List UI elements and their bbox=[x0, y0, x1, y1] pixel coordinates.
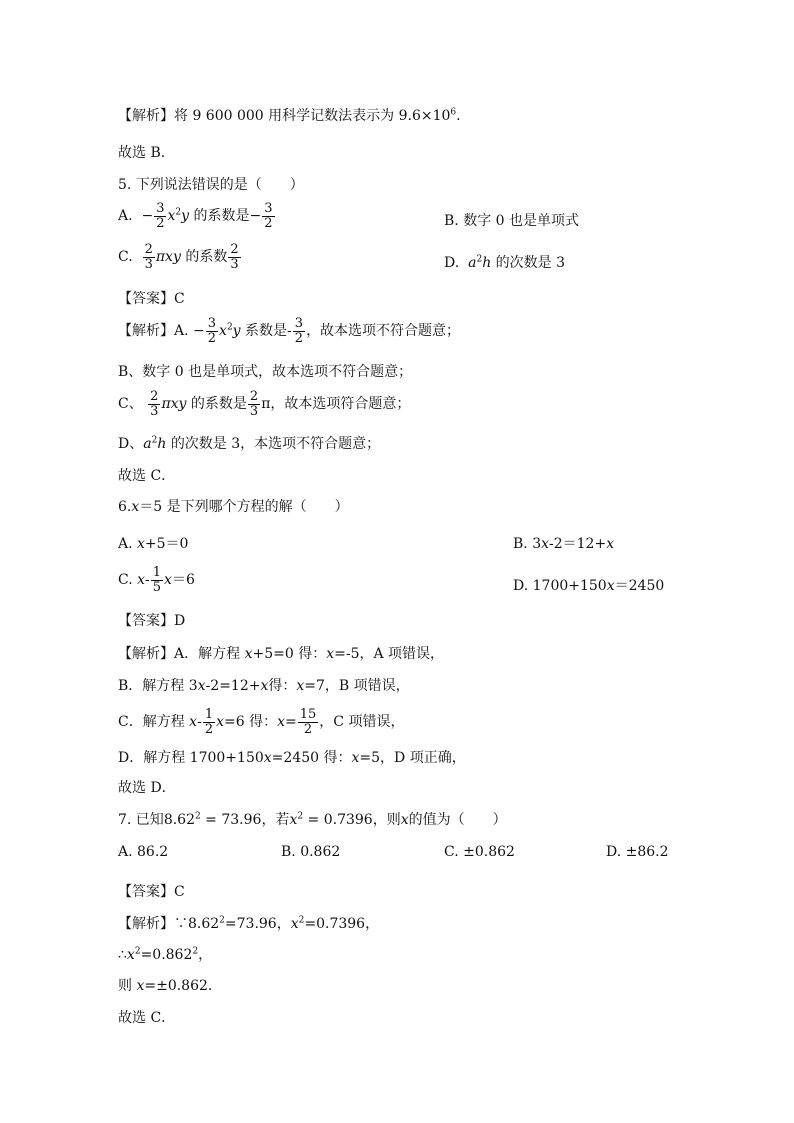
q7-stem: 7. 已知$8.62^2 = 73.96$，若$x^2 = 0.7396$，则x的值为（ ） bbox=[118, 811, 507, 828]
q7-answer: 【答案】C bbox=[118, 884, 185, 900]
q5-option-a: A. − $\frac{3}{2}$ $x^2y$ 的系数是− $\frac{3}{2}$ bbox=[118, 201, 273, 231]
q6-analysis-a: 【解析】A．解方程 x+5=0 得：x=-5，A 项错误， bbox=[118, 646, 445, 662]
q6-analysis-b: B．解方程 3x-2=12+x得：x=7，B 项错误， bbox=[118, 678, 410, 694]
q5-analysis-a: 【解析】A. − $\frac{3}{2}$ $x^2y$ 系数是- $\frac{3}{2}$ ，故本选项不符合题意； bbox=[118, 316, 461, 346]
fraction: $\frac{1}{2}$ bbox=[204, 707, 214, 737]
q6-option-d: D. 1700+150x＝2450 bbox=[513, 578, 665, 594]
q7-analysis-1: 【解析】$\because 8.62^2=73.96$，$x^2=0.7396$， bbox=[118, 915, 380, 932]
q7-option-b: B. 0.862 bbox=[281, 844, 341, 860]
q7-option-c: C. ±0.862 bbox=[444, 844, 515, 860]
q4-conclusion: 故选 B． bbox=[118, 145, 175, 161]
q5-analysis-b: B、数字 0 也是单项式，故本选项不符合题意； bbox=[118, 364, 413, 380]
fraction: $\frac{15}{2}$ bbox=[299, 707, 317, 737]
q5-stem: 5. 下列说法错误的是（ ） bbox=[118, 177, 304, 193]
q7-option-d: D. ±86.2 bbox=[606, 844, 669, 860]
fraction: $\frac{3}{2}$ bbox=[264, 201, 273, 231]
q7-conclusion: 故选 C． bbox=[118, 1010, 176, 1026]
q5-conclusion: 故选 C． bbox=[118, 468, 176, 484]
analysis-tag: 【解析】 bbox=[118, 108, 174, 124]
q6-conclusion: 故选 D． bbox=[118, 780, 176, 796]
q6-analysis-d: D．解方程 1700+150x=2450 得：x=5，D 项正确， bbox=[118, 750, 466, 766]
q5-option-c: C. $\frac{2}{3}$ πxy 的系数 $\frac{2}{3}$ bbox=[118, 242, 239, 272]
fraction: $\frac{3}{2}$ bbox=[207, 316, 217, 346]
fraction: $\frac{3}{2}$ bbox=[294, 316, 304, 346]
q6-option-a: A. x+5＝0 bbox=[118, 536, 189, 552]
q6-option-c: C. x- $\frac{1}{5}$ x＝6 bbox=[118, 565, 195, 595]
q5-answer: 【答案】C bbox=[118, 291, 185, 307]
fraction: $\frac{2}{3}$ bbox=[249, 389, 259, 419]
q7-option-a: A. 86.2 bbox=[118, 844, 169, 860]
fraction: $\frac{2}{3}$ bbox=[150, 389, 159, 419]
q5-option-b: B. 数字 0 也是单项式 bbox=[444, 213, 579, 229]
fraction: $\frac{2}{3}$ bbox=[230, 242, 239, 272]
q6-option-b: B. 3x-2＝12+x bbox=[513, 536, 615, 552]
q5-option-d: D. $a^2h$ 的次数是 3 bbox=[444, 254, 566, 271]
q6-stem: 6.x＝5 是下列哪个方程的解（ ） bbox=[118, 499, 349, 515]
q7-analysis-2: $\therefore x^2=0.862^2$， bbox=[118, 946, 213, 963]
q4-analysis: 【解析】将 9 600 000 用科学记数法表示为 $9.6\times 10^6$. bbox=[118, 107, 461, 124]
fraction: $\frac{3}{2}$ bbox=[156, 201, 165, 231]
fraction: $\frac{2}{3}$ bbox=[144, 242, 153, 272]
q7-analysis-3: 则 x=±0.862. bbox=[118, 978, 213, 994]
fraction: $\frac{1}{5}$ bbox=[152, 565, 162, 595]
q6-answer: 【答案】D bbox=[118, 613, 186, 629]
q5-analysis-d: D、$a^2h$ 的次数是 3，本选项不符合题意； bbox=[118, 435, 381, 452]
q6-analysis-c: C．解方程 x- $\frac{1}{2}$ x=6 得：x= $\frac{15}{2}$ ，C 项错误， bbox=[118, 707, 405, 737]
q5-analysis-c: C、 $\frac{2}{3}$ πxy 的系数是 $\frac{2}{3}$ π，故本选项符合题意； bbox=[118, 389, 411, 419]
